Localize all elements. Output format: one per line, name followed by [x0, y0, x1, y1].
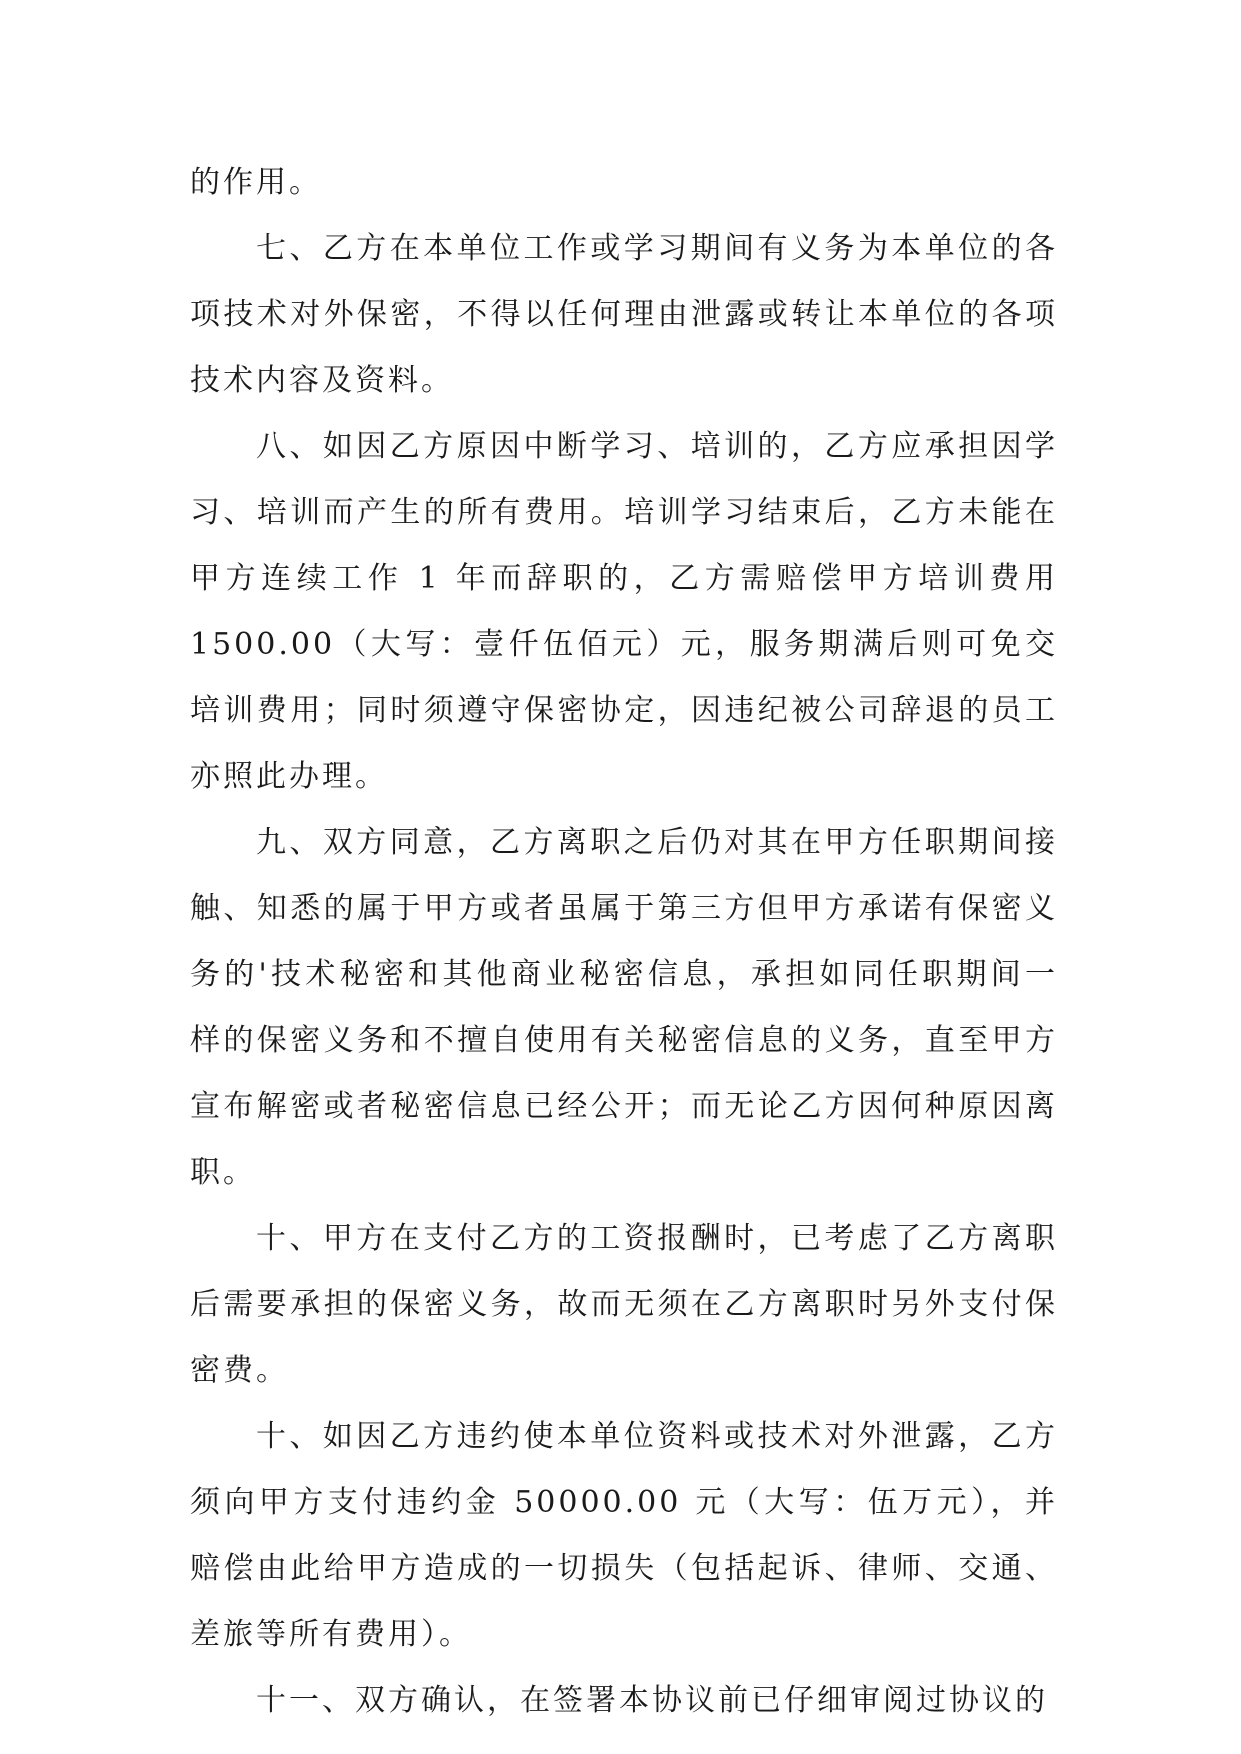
paragraph-clause-10b: 十、如因乙方违约使本单位资料或技术对外泄露，乙方须向甲方支付违约金 50000.00 元（大写：伍万元），并赔偿由此给甲方造成的一切损失（包括起诉、律师、交通、差旅等所有费用）。 [190, 1419, 1058, 1652]
paragraph-clause-8: 八、如因乙方原因中断学习、培训的，乙方应承担因学习、培训而产生的所有费用。培训学习结束后，乙方未能在甲方连续工作 1 年而辞职的，乙方需赔偿甲方培训费用1500.00（大写：壹仟伍佰元）元，服务期满后则可免交培训费用；同时须遵守保密协定，因违纪被公司辞退的员工亦照此办理。 [190, 429, 1058, 794]
paragraph-clause-10: 十、甲方在支付乙方的工资报酬时，已考虑了乙方离职后需要承担的保密义务，故而无须在乙方离职时另外支付保密费。 [190, 1221, 1058, 1388]
paragraph-clause-9: 九、双方同意，乙方离职之后仍对其在甲方任职期间接触、知悉的属于甲方或者虽属于第三方但甲方承诺有保密义务的'技术秘密和其他商业秘密信息，承担如同任职期间一样的保密义务和不擅自使用有关秘密信息的义务，直至甲方宣布解密或者秘密信息已经公开；而无论乙方因何种原因离职。 [190, 825, 1058, 1190]
paragraph-continuation: 的作用。 [190, 165, 322, 200]
paragraph-clause-7: 七、乙方在本单位工作或学习期间有义务为本单位的各项技术对外保密，不得以任何理由泄露或转让本单位的各项技术内容及资料。 [190, 231, 1058, 398]
document-body [190, 150, 1058, 1734]
paragraph-clause-11: 十一、双方确认，在签署本协议前已仔细审阅过协议的 [256, 1683, 1048, 1718]
